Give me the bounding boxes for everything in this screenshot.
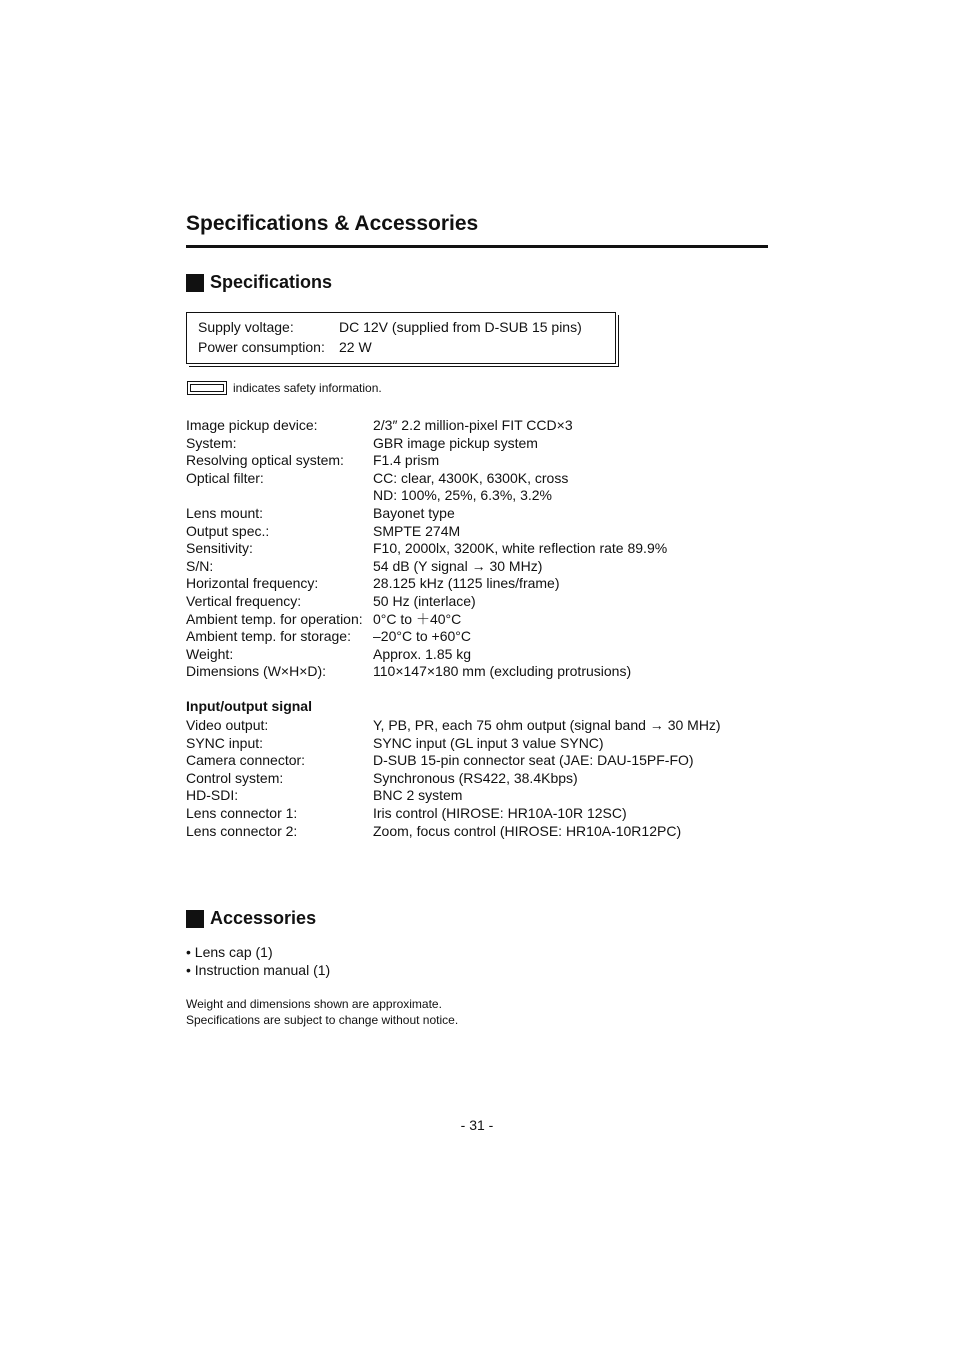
safety-value: 22 W	[339, 339, 372, 355]
safety-value: DC 12V (supplied from D-SUB 15 pins)	[339, 319, 582, 335]
io-value: SYNC input (GL input 3 value SYNC)	[373, 734, 604, 751]
io-value: Y, PB, PR, each 75 ohm output (signal band → 30 MHz)	[373, 717, 721, 733]
square-bullet-icon	[186, 910, 204, 928]
io-value: BNC 2 system	[373, 787, 463, 804]
spec-label: Ambient temp. for operation:	[186, 610, 363, 627]
io-label: SYNC input:	[186, 734, 264, 751]
accessories-heading	[186, 908, 316, 929]
io-subheading: Input/output signal	[186, 698, 312, 714]
safety-label: Power consumption:	[198, 339, 325, 355]
spec-value: 110×147×180 mm (excluding protrusions)	[373, 663, 632, 680]
spec-value: F10, 2000lx, 3200K, white reflection rate 89.9%	[373, 540, 668, 557]
spec-value: –20°C to +60°C	[373, 628, 471, 645]
footnotes	[186, 996, 458, 1028]
io-label: Lens connector 2:	[186, 822, 298, 839]
spec-value: 2/3″ 2.2 million-pixel FIT CCD×3	[373, 417, 573, 433]
spec-label: Horizontal frequency:	[186, 575, 319, 592]
spec-value: 28.125 kHz (1125 lines/frame)	[373, 575, 560, 592]
spec-value: SMPTE 274M	[373, 522, 461, 539]
spec-value: 50 Hz (interlace)	[373, 592, 476, 609]
io-label: Camera connector:	[186, 752, 306, 769]
spec-label: Image pickup device:	[186, 417, 318, 433]
spec-value: 54 dB (Y signal → 30 MHz)	[373, 557, 543, 574]
io-value: Synchronous (RS422, 38.4Kbps)	[373, 769, 578, 786]
spec-value: 0°C to ＋40°C	[373, 610, 462, 627]
page-number: - 31 -	[460, 1117, 494, 1133]
legend-text: indicates safety information.	[233, 381, 382, 395]
page-title: Specifications & Accessories	[186, 212, 479, 235]
safety-info-box	[186, 312, 616, 364]
spec-label: S/N:	[186, 557, 214, 574]
title-rule	[186, 245, 768, 248]
io-label: Lens connector 1:	[186, 804, 298, 821]
list-item: • Instruction manual (1)	[186, 961, 331, 978]
accessories-list	[186, 944, 330, 979]
io-label: Video output:	[186, 717, 269, 733]
spec-label: Dimensions (W×H×D):	[186, 663, 327, 680]
specifications-heading	[186, 272, 332, 293]
spec-label: Weight:	[186, 645, 234, 662]
io-value: Iris control (HIROSE: HR10A-10R 12SC)	[373, 804, 627, 821]
footnote: Specifications are subject to change without notice.	[186, 1013, 459, 1027]
spec-value: Approx. 1.85 kg	[373, 645, 472, 662]
spec-label: Sensitivity:	[186, 540, 253, 557]
spec-value: Bayonet type	[373, 504, 455, 521]
spec-value: F1.4 prism	[373, 452, 440, 469]
safety-row	[198, 319, 582, 335]
list-item: • Lens cap (1)	[186, 944, 273, 960]
io-value: Zoom, focus control (HIROSE: HR10A-10R12PC)	[373, 822, 682, 839]
specifications-heading-text: Specifications	[210, 272, 333, 292]
spec-value: CC: clear, 4300K, 6300K, cross	[373, 469, 569, 486]
io-value: D-SUB 15-pin connector seat (JAE: DAU-15PF-FO)	[373, 752, 694, 769]
spec-label: System:	[186, 434, 237, 451]
spec-value: ND: 100%, 25%, 6.3%, 3.2%	[373, 487, 552, 504]
spec-label: Vertical frequency:	[186, 592, 302, 609]
spec-value: GBR image pickup system	[373, 434, 538, 451]
safety-row	[198, 339, 372, 355]
accessories-heading-text: Accessories	[210, 908, 317, 928]
io-label: Control system:	[186, 769, 284, 786]
double-box-icon	[187, 381, 227, 395]
footnote: Weight and dimensions shown are approximate.	[186, 997, 442, 1011]
spec-label: Optical filter:	[186, 469, 264, 486]
safety-label: Supply voltage:	[198, 319, 294, 335]
spec-label: Resolving optical system:	[186, 452, 344, 469]
io-label: HD-SDI:	[186, 787, 239, 804]
safety-legend	[187, 381, 382, 395]
spec-label: Ambient temp. for storage:	[186, 628, 351, 645]
spec-label: Output spec.:	[186, 522, 270, 539]
spec-label: Lens mount:	[186, 504, 264, 521]
square-bullet-icon	[186, 274, 204, 292]
